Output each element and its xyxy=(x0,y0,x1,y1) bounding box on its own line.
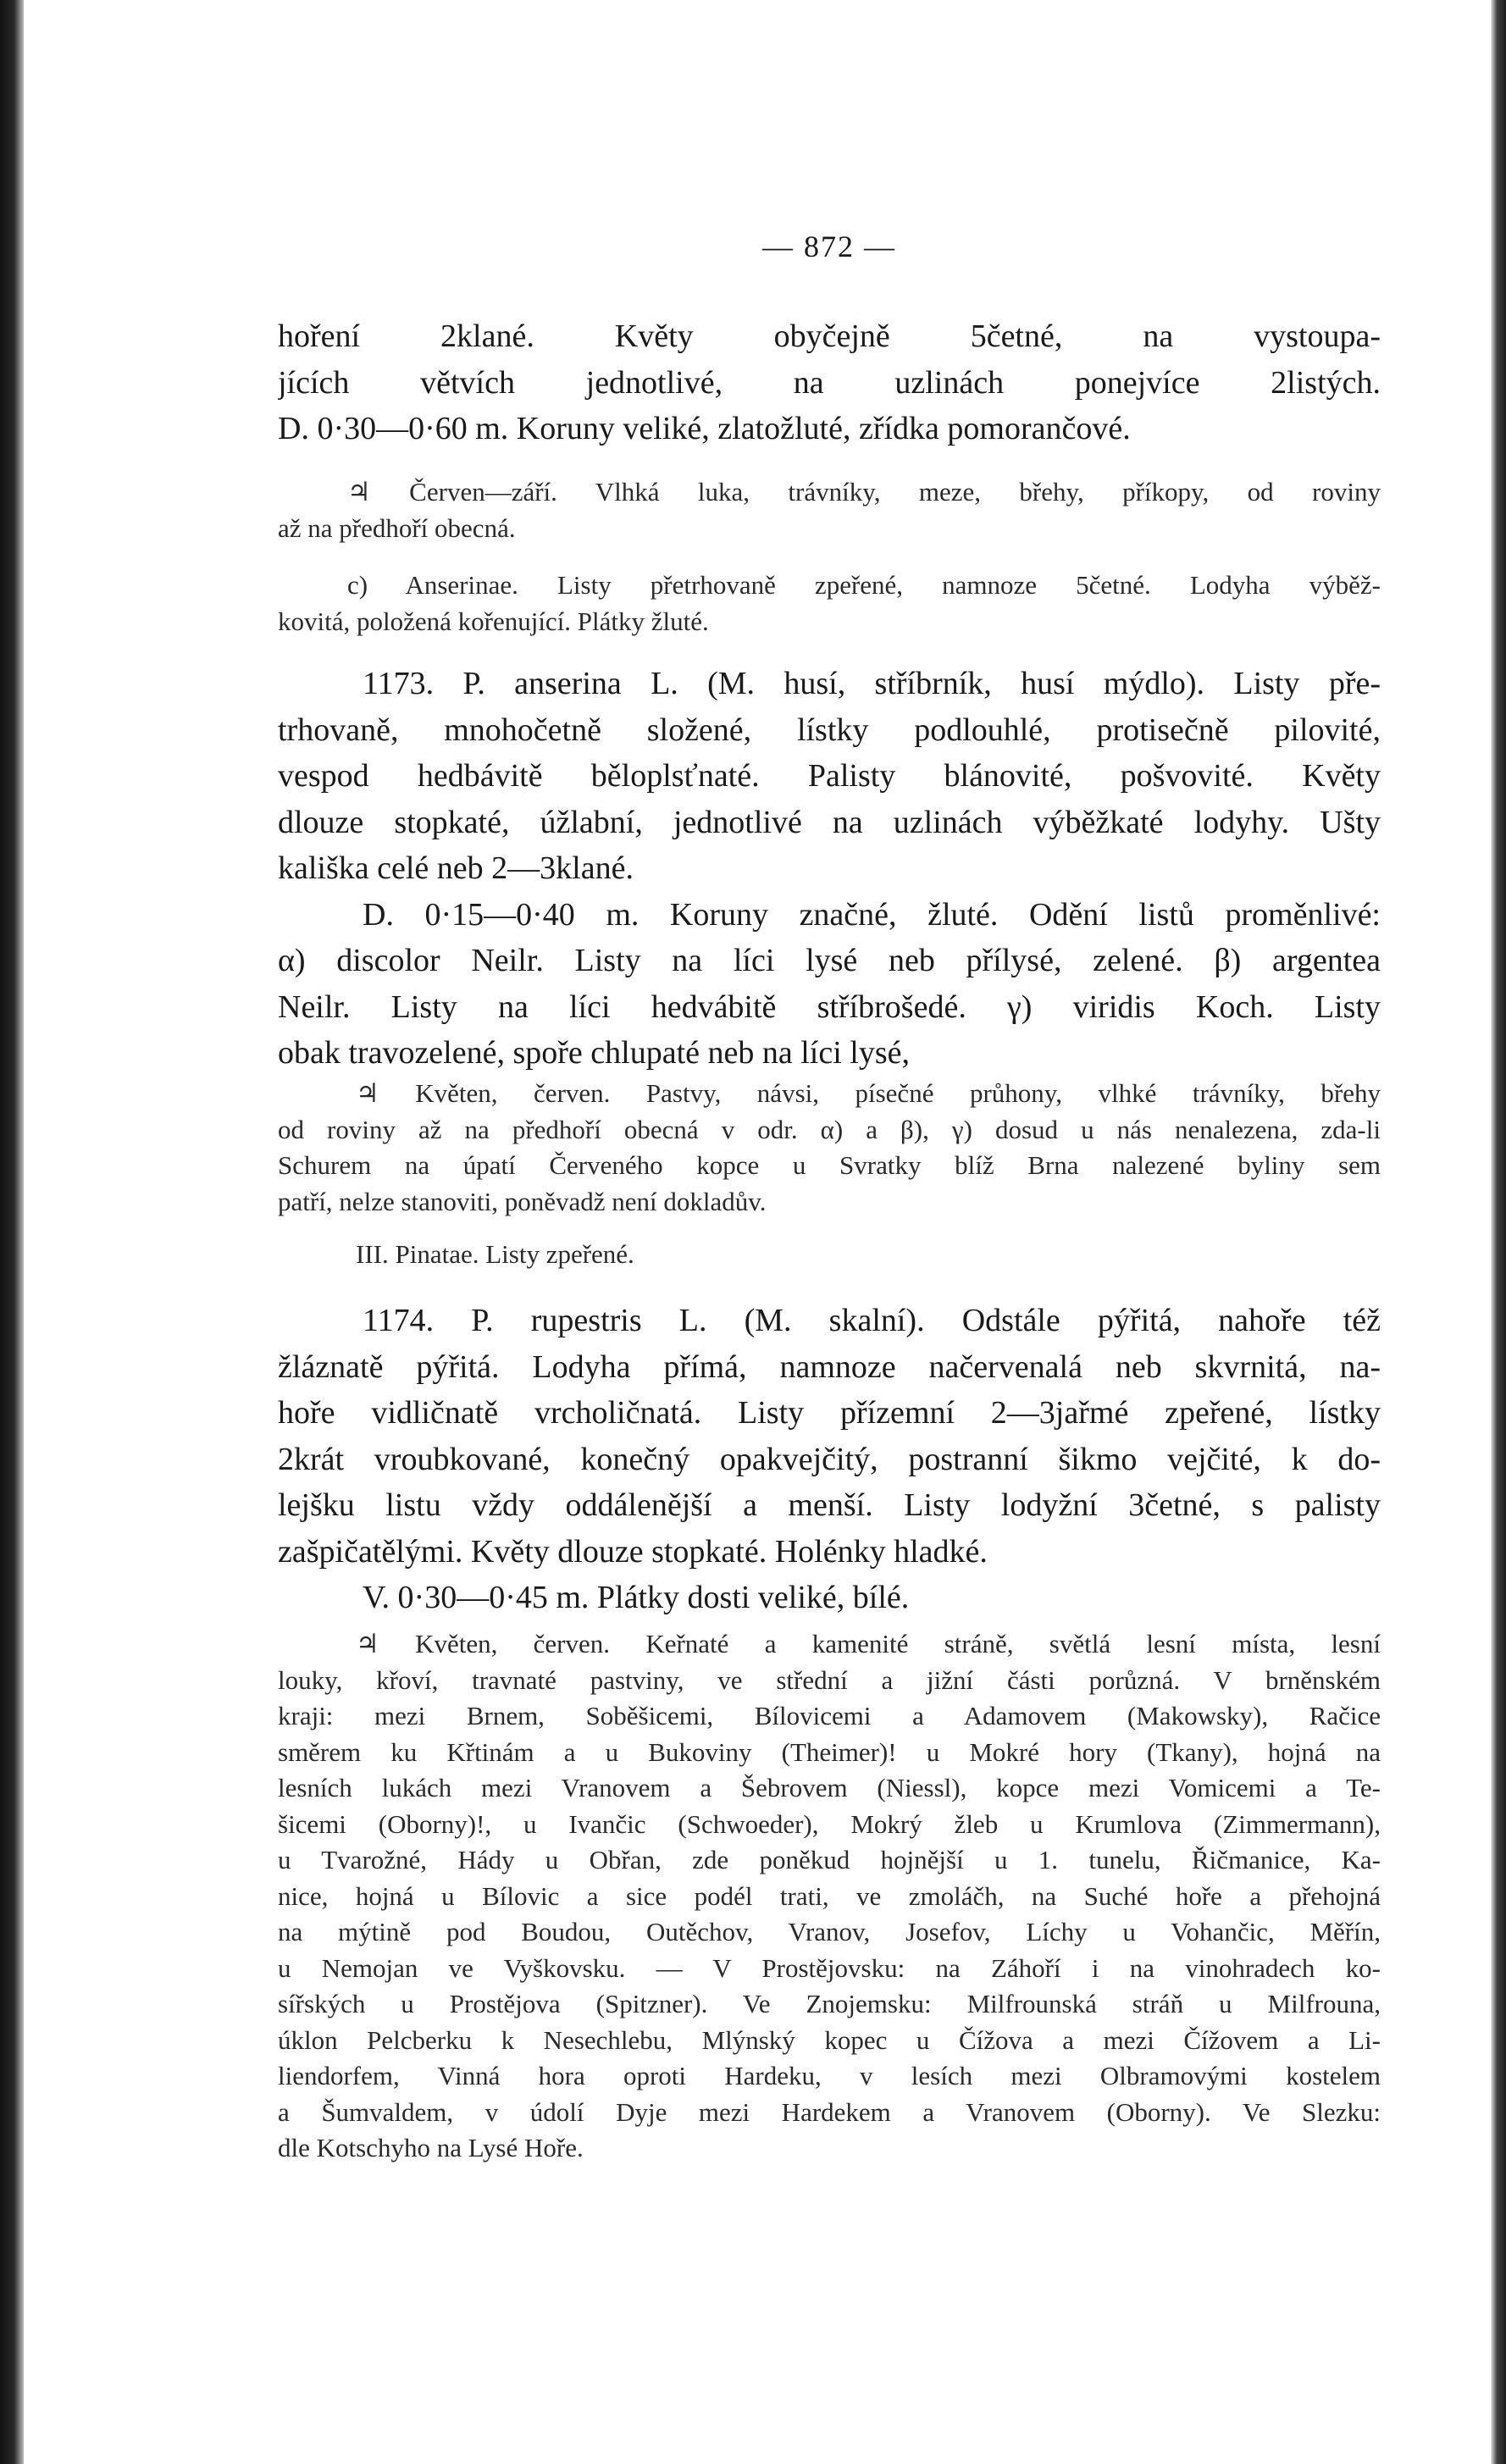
species-1173-habitat xyxy=(278,1076,1381,1220)
text-line: šicemi (Oborny)!, u Ivančic (Schwoeder), Mokrý žleb u Krumlova (Zimmermann), xyxy=(278,1808,1381,1839)
text-line: α) discolor Neilr. Listy na líci lysé neb přílysé, zelené. β) argentea xyxy=(278,943,1381,978)
text-line: směrem ku Křtinám a u Bukoviny (Theimer)! u Mokré hory (Tkany), hojná na xyxy=(278,1736,1381,1767)
scan-left-edge xyxy=(0,0,24,2464)
text-line: Neilr. Listy na líci hedvábitě stříbrošedé. γ) viridis Koch. Listy xyxy=(278,988,1381,1025)
text-line: sířských u Prostějova (Spitzner). Ve Znojemsku: Milfrounská stráň u Milfrouna, xyxy=(278,1989,1381,2018)
species-heading-line: 1173. P. anserina L. (M. husí, stříbrník, husí mýdlo). Listy pře- xyxy=(363,666,1381,701)
text-line: c) Anserinae. Listy přetrhovaně zpeřené, namnoze 5četné. Lodyha výběž- xyxy=(347,570,1381,600)
text-line: vespod hedbávitě běloplsťnaté. Palisty blánovité, pošvovité. Květy xyxy=(278,758,1381,794)
species-1173-description xyxy=(278,661,1381,1077)
text-line: od roviny až na předhoří obecná v odr. α) a β), γ) dosud u nás nenalezena, zda-li xyxy=(278,1114,1381,1144)
text-line: ♃ Květen, červen. Pastvy, návsi, písečné průhony, vlhké trávníky, břehy xyxy=(356,1078,1381,1108)
text-line: úklon Pelcberku k Nesechlebu, Mlýnský kopec u Čížova a mezi Čížovem a Li- xyxy=(278,2024,1381,2055)
text-line: na mýtině pod Boudou, Outěchov, Vranov, Josefov, Líchy u Vohančic, Měřín, xyxy=(278,1917,1381,1946)
intro-paragraph xyxy=(278,313,1381,452)
text-line: kraji: mezi Brnem, Soběšicemi, Bílovicemi a Adamovem (Makowsky), Račice xyxy=(278,1701,1381,1730)
text-line: dle Kotschyho na Lysé Hoře. xyxy=(278,2133,584,2162)
text-line: zašpičatělými. Květy dlouze stopkaté. Holénky hladké. xyxy=(278,1533,988,1570)
text-line: žláznatě pýřitá. Lodyha přímá, namnoze načervenalá neb skvrnitá, na- xyxy=(278,1348,1381,1385)
text-line: V. 0·30—0·45 m. Plátky dosti veliké, bílé. xyxy=(363,1580,910,1615)
text-line: ♃ Květen, červen. Keřnaté a kamenité stráně, světlá lesní místa, lesní xyxy=(356,1629,1381,1658)
text-line: Schurem na úpatí Červeného kopce u Svratky blíž Brna nalezené byliny sem xyxy=(278,1150,1381,1180)
text-line: liendorfem, Vinná hora oproti Hardeku, v lesích mezi Olbramovými kostelem xyxy=(278,2061,1381,2090)
text-line: dlouze stopkaté, úžlabní, jednotlivé na uzlinách výběžkaté lodyhy. Ušty xyxy=(278,804,1381,840)
text-line: lesních lukách mezi Vranovem a Šebrovem (Niessl), kopce mezi Vomicemi a Te- xyxy=(278,1773,1381,1802)
text-line: jících větvích jednotlivé, na uzlinách ponejvíce 2listých. xyxy=(278,364,1381,401)
text-line: trhovaně, mnohočetně složené, lístky podlouhlé, protisečně pilovité, xyxy=(278,712,1381,748)
text-line: 2krát vroubkované, konečný opakvejčitý, postranní šikmo vejčité, k do- xyxy=(278,1441,1381,1477)
text-line: až na předhoří obecná. xyxy=(278,512,516,543)
page-number: — 872 — xyxy=(762,230,896,263)
text-line: u Nemojan ve Vyškovsku. — V Prostějovsku: na Záhoří i na vinohradech ko- xyxy=(278,1952,1381,1983)
text-line: a Šumvaldem, v údolí Dyje mezi Hardekem a Vranovem (Oborny). Ve Slezku: xyxy=(278,2096,1381,2127)
text-line: hoře vidličnatě vrcholičnatá. Listy přízemní 2—3jařmé zpeřené, lístky xyxy=(278,1395,1381,1431)
text-line: lejšku listu vždy oddálenější a menší. Listy lodyžní 3četné, s palisty xyxy=(278,1487,1381,1523)
text-line: obak travozelené, spoře chlupaté neb na líci lysé, xyxy=(278,1035,910,1071)
species-1174-habitat xyxy=(278,1626,1381,2167)
text-line: patří, nelze stanoviti, poněvadž není dokladův. xyxy=(278,1186,767,1216)
species-1174-description xyxy=(278,1298,1381,1621)
text-line: ♃ Červen—září. Vlhká luka, trávníky, meze, břehy, příkopy, od roviny xyxy=(347,477,1381,507)
text-line: u Tvarožné, Hády u Obřan, zde poněkud hojnější u 1. tunelu, Řičmanice, Ka- xyxy=(278,1845,1381,1874)
scan-right-edge xyxy=(1491,0,1506,2464)
text-line: nice, hojná u Bílovic a sice podél trati, ve zmoláčh, na Suché hoře a přehojná xyxy=(278,1880,1381,1911)
section-iii-pinatae xyxy=(278,1237,1381,1273)
text-line: hoření 2klané. Květy obyčejně 5četné, na vystoupa- xyxy=(278,318,1381,354)
text-line: D. 0·15—0·40 m. Koruny značné, žluté. Odění listů proměnlivé: xyxy=(363,896,1381,933)
text-line: kovitá, položená kořenující. Plátky žluté. xyxy=(278,606,709,636)
text-line: D. 0·30—0·60 m. Koruny veliké, zlatožluté, zřídka pomorančové. xyxy=(278,411,1131,446)
intro-habitat xyxy=(278,474,1381,546)
text-line: III. Pinatae. Listy zpeřené. xyxy=(356,1239,634,1269)
section-c-anserinae xyxy=(278,568,1381,640)
text-line: louky, křoví, travnaté pastviny, ve střední a jižní části porůzná. V brněnském xyxy=(278,1664,1381,1695)
species-heading-line: 1174. P. rupestris L. (M. skalní). Odstále pýřitá, nahoře též xyxy=(363,1303,1381,1338)
text-line: kališka celé neb 2—3klané. xyxy=(278,850,634,886)
